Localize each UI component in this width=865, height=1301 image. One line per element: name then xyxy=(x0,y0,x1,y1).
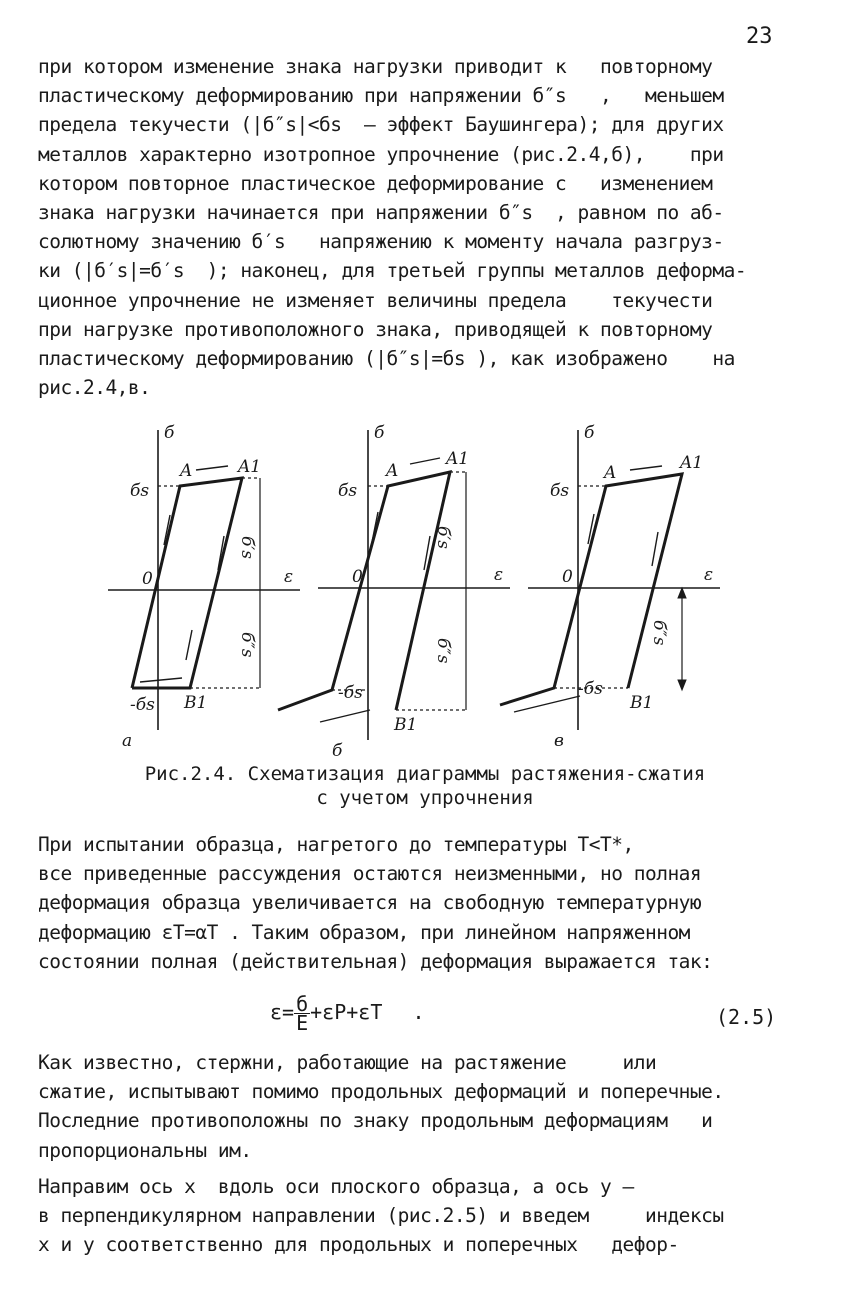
paragraph-2 xyxy=(38,830,780,976)
panel-label: б xyxy=(332,741,343,760)
axis-sigma-label: б xyxy=(164,423,175,443)
formula-dot: . xyxy=(412,1000,425,1024)
text-line: Последние противоположны по знаку продольным деформациям и xyxy=(38,1109,713,1133)
stress-strain-diagrams xyxy=(100,420,740,760)
axis-sigma-label: б xyxy=(584,423,595,443)
upper-arrow xyxy=(410,458,440,464)
axis-sigma-label: б xyxy=(374,423,385,443)
unload-arrow xyxy=(652,532,658,566)
formula-number: (2.5) xyxy=(716,1005,777,1029)
upper-arrow xyxy=(630,466,662,470)
sigma-prime-label: б′s xyxy=(433,526,453,549)
formula-denominator: E xyxy=(296,1011,309,1035)
reload-arrow xyxy=(186,630,192,660)
origin-label: 0 xyxy=(142,569,153,589)
panel-label: в xyxy=(554,731,564,751)
point-a1-label: A1 xyxy=(446,449,470,469)
point-a1-label: A1 xyxy=(680,453,704,473)
text-line: при нагрузке противоположного знака, приводящей к повторному xyxy=(38,317,713,341)
lower-arrow xyxy=(140,678,182,682)
panel-label: а xyxy=(122,731,133,751)
axis-epsilon-label: ε xyxy=(284,567,294,587)
sigma-prime-label: б′s xyxy=(237,536,257,559)
text-line: при котором изменение знака нагрузки приводит к повторному xyxy=(38,55,713,78)
text-line: рис.2.4,в. xyxy=(38,376,151,400)
formula-rest: +εP+εT xyxy=(310,1000,383,1024)
figure-2-4 xyxy=(100,420,740,760)
formula-2-5 xyxy=(270,992,425,1035)
text-line: деформацию εT=αT . Таким образом, при линейном напряженном xyxy=(38,920,690,944)
sigma-double-prime-label: б″s xyxy=(649,620,669,646)
lower-arrow xyxy=(320,710,370,722)
origin-label: 0 xyxy=(562,567,573,587)
formula-fraction xyxy=(294,992,310,1035)
paragraph-1 xyxy=(38,52,780,402)
text-line: солютному значению б′s напряжению к моменту начала разгруз- xyxy=(38,230,724,254)
arrow-up xyxy=(678,588,686,598)
text-line: При испытании образца, нагретого до температуры T<T*, xyxy=(38,833,634,856)
point-a-label: A xyxy=(604,463,617,483)
point-a-label: A xyxy=(386,461,399,481)
point-a-label: A xyxy=(180,461,193,481)
sigma-s-label: бs xyxy=(550,481,570,501)
upper-arrow xyxy=(196,466,228,470)
paragraph-4 xyxy=(38,1172,780,1260)
figure-caption xyxy=(100,762,750,810)
text-line: Как известно, стержни, работающие на растяжение или xyxy=(38,1051,657,1074)
panel-a xyxy=(108,430,300,730)
formula-numerator: б xyxy=(296,992,309,1016)
minus-sigma-s-label: -бs xyxy=(578,679,603,699)
caption-line: с учетом упрочнения xyxy=(316,787,534,809)
paragraph-3 xyxy=(38,1048,780,1165)
text-line: пластическому деформированию (|б″s|=бs ), как изображено на xyxy=(38,346,735,370)
axis-epsilon-label: ε xyxy=(494,565,504,585)
text-line: состоянии полная (действительная) деформация выражается так: xyxy=(38,949,713,973)
arrow-down xyxy=(678,680,686,690)
text-line: деформация образца увеличивается на свободную температурную xyxy=(38,891,702,915)
sigma-s-label: бs xyxy=(130,481,150,501)
text-line: все приведенные рассуждения остаются неизменными, но полная xyxy=(38,862,702,886)
axis-epsilon-label: ε xyxy=(704,565,714,585)
point-b1-label: B1 xyxy=(184,693,208,713)
text-line: предела текучести (|б″s|<бs – эффект Баушингера); для других xyxy=(38,113,724,137)
text-line: котором повторное пластическое деформирование с изменением xyxy=(38,171,713,195)
point-b1-label: B1 xyxy=(394,715,418,735)
sigma-double-prime-label: б″s xyxy=(433,638,453,664)
formula-lhs: ε= xyxy=(270,1000,295,1024)
text-line: знака нагрузки начинается при напряжении б″s , равном по аб- xyxy=(38,200,724,224)
text-line: пропорциональны им. xyxy=(38,1138,252,1162)
hysteresis-loop xyxy=(500,474,682,705)
page-number: 23 xyxy=(746,24,773,49)
sigma-s-label: бs xyxy=(338,481,358,501)
text-line: ционное упрочнение не изменяет величины предела текучести xyxy=(38,288,713,312)
point-a1-label: A1 xyxy=(238,457,262,477)
text-line: пластическому деформированию при напряжении б″s , меньшем xyxy=(38,84,724,108)
text-line: x и у соответственно для продольных и поперечных дефор- xyxy=(38,1233,679,1257)
text-line: сжатие, испытывают помимо продольных деформаций и поперечные. xyxy=(38,1080,724,1104)
caption-line: Рис.2.4. Схематизация диаграммы растяжения-сжатия xyxy=(144,763,706,785)
minus-sigma-s-label: -бs xyxy=(130,695,155,715)
text-line: ки (|б′s|=б′s ); наконец, для третьей группы металлов деформа- xyxy=(38,259,747,283)
text-line: в перпендикулярном направлении (рис.2.5) и введем индексы xyxy=(38,1204,724,1228)
minus-sigma-s-label: -бs xyxy=(338,683,363,703)
text-line: Направим ось x вдоль оси плоского образца, а ось у – xyxy=(38,1175,634,1198)
point-b1-label: B1 xyxy=(630,693,654,713)
sigma-double-prime-label: б″s xyxy=(237,632,257,658)
origin-label: 0 xyxy=(352,567,363,587)
hysteresis-loop xyxy=(278,472,450,710)
text-line: металлов характерно изотропное упрочнение (рис.2.4,б), при xyxy=(38,142,724,166)
